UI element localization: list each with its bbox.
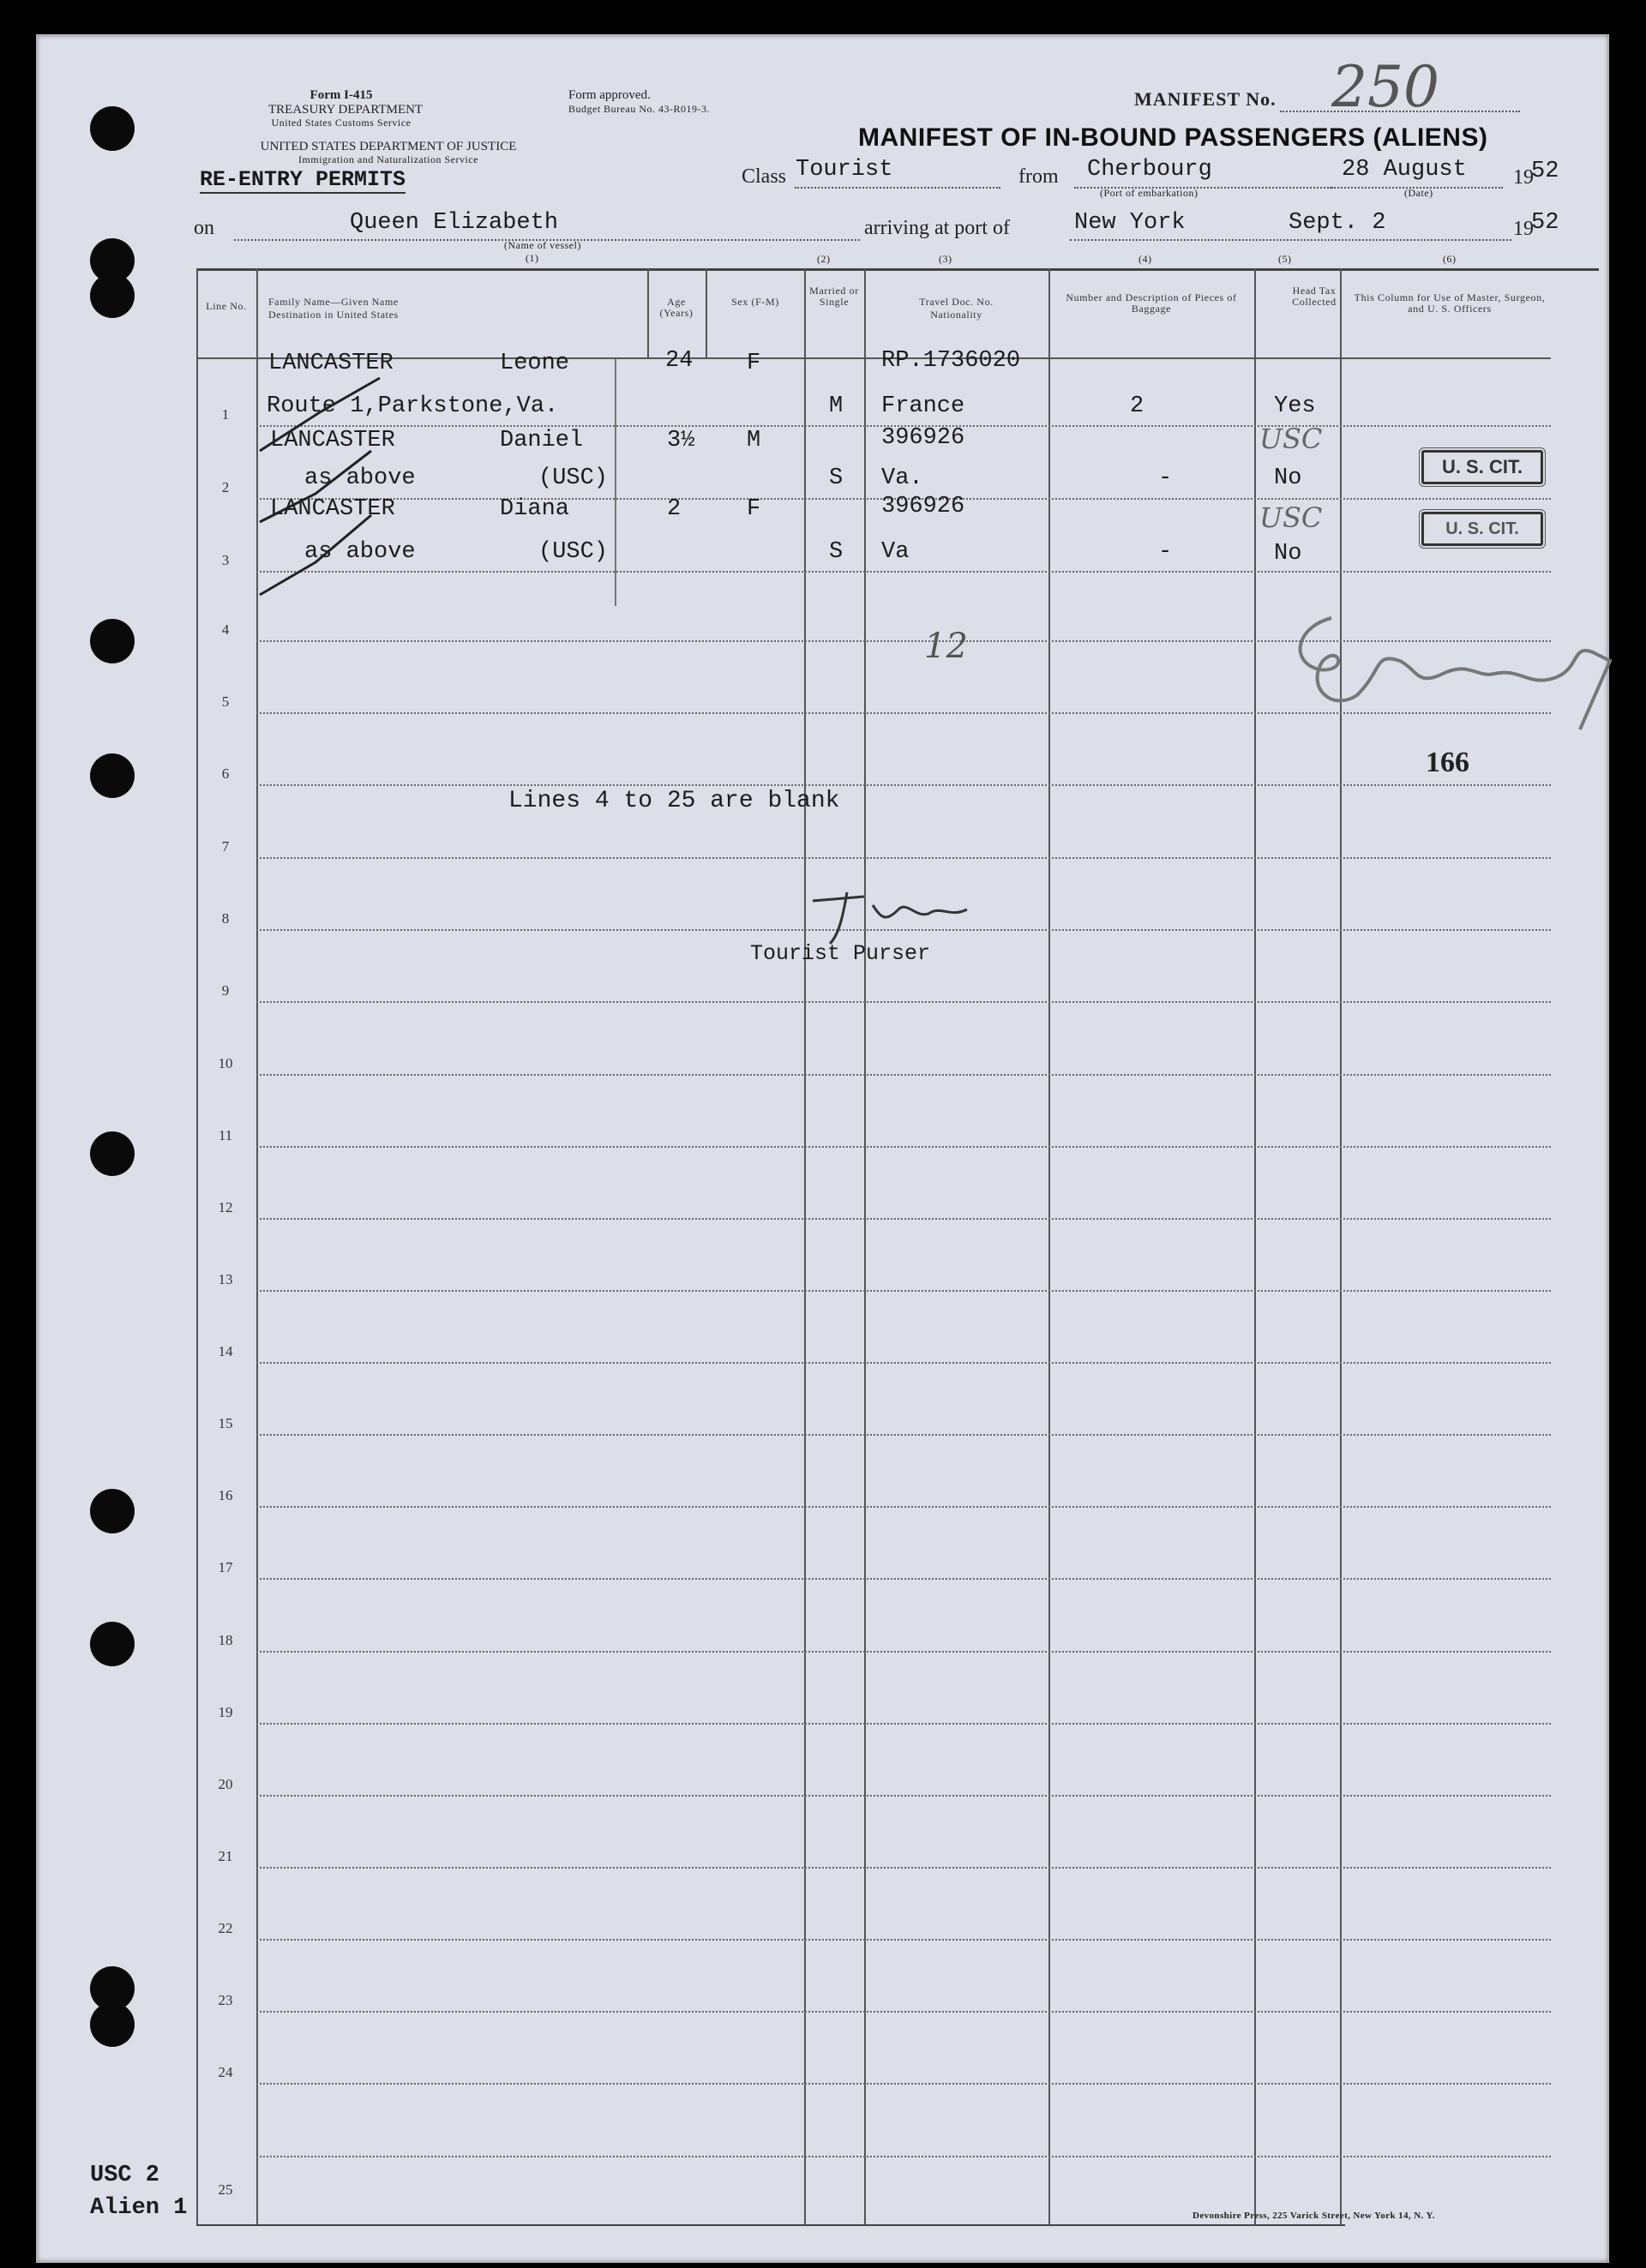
row-rule [256, 1867, 1551, 1869]
passenger-3-tax-note: USC [1259, 501, 1323, 534]
passenger-2-destination: as above [304, 465, 416, 491]
line-number: 15 [218, 1415, 233, 1431]
row-rule [256, 1795, 1551, 1797]
port-embark-caption: (Port of embarkation) [1100, 187, 1198, 199]
row-rule [256, 1723, 1551, 1725]
count-note: 12 [924, 627, 968, 666]
class-value: Tourist [796, 157, 893, 183]
arriving-label: arriving at port of [864, 217, 1010, 239]
row-rule [256, 1939, 1551, 1941]
binder-hole [90, 273, 135, 318]
table-top-rule [196, 268, 1599, 271]
passenger-3-nationality: Va [881, 539, 910, 565]
form-number: Form I-415 [309, 88, 373, 102]
col-divider [1048, 268, 1050, 2226]
passenger-3-baggage: - [1158, 539, 1173, 565]
year-prefix: 19 [1513, 166, 1534, 189]
col-divider [1254, 268, 1256, 2226]
line-number: 22 [218, 1920, 233, 1936]
col-divider [1340, 268, 1342, 2226]
printer-credit: Devonshire Press, 225 Varick Street, New York 14, N. Y. [1192, 2211, 1435, 2221]
line-number: 14 [218, 1343, 233, 1359]
passenger-1-given: Leone [500, 351, 570, 376]
check-mark-1 [260, 378, 380, 451]
col-header-family-name: Family Name—Given Name [268, 296, 399, 308]
binder-hole [90, 1622, 135, 1666]
header-bottom-rule [196, 357, 1551, 359]
passenger-2-married: S [829, 465, 844, 491]
passenger-1-baggage: 2 [1130, 393, 1144, 419]
arrival-date: Sept. 2 [1289, 210, 1386, 236]
col-divider [706, 268, 707, 357]
row-rule [256, 1290, 1551, 1292]
arrival-port: New York [1074, 210, 1186, 236]
line-number: 4 [221, 621, 230, 638]
passenger-3-sex: F [747, 496, 761, 522]
table-left-border [196, 268, 198, 2226]
line-number: 17 [218, 1559, 233, 1575]
passenger-3-doc: 396926 [881, 494, 965, 519]
on-label: on [194, 217, 214, 239]
binder-hole [90, 2002, 135, 2047]
col-header-line-no: Line No. [206, 300, 247, 312]
passenger-1-family: LANCASTER [268, 351, 393, 376]
line-number: 25 [218, 2181, 233, 2198]
date-value: 28 August [1342, 157, 1467, 183]
binder-hole [90, 1131, 135, 1176]
manifest-page [36, 34, 1609, 2263]
class-label: Class [742, 165, 787, 188]
row-rule [256, 1218, 1551, 1220]
line-number: 24 [218, 2064, 233, 2080]
passenger-1-sex: F [747, 351, 761, 376]
passenger-2-doc: 396926 [881, 425, 965, 451]
col-header-age: Age (Years) [659, 296, 694, 319]
row-rule [256, 2011, 1551, 2013]
line-number: 9 [221, 982, 230, 999]
manifest-no-label: MANIFEST No. [1134, 88, 1277, 110]
reentry-permits: RE-ENTRY PERMITS [200, 167, 406, 192]
line-number: 8 [221, 910, 230, 927]
budget-bureau: Budget Bureau No. 43-R019-3. [568, 103, 710, 115]
line-number: 23 [218, 1992, 233, 2008]
binder-hole [90, 1489, 135, 1533]
col-header-baggage: Number and Description of Pieces of Baggage [1066, 291, 1237, 315]
line-number: 21 [218, 1848, 233, 1864]
row-rule [256, 1434, 1551, 1436]
line-number: 20 [218, 1776, 233, 1792]
us-citizen-stamp: U. S. CIT. [1421, 450, 1543, 484]
passenger-3-given: Diana [500, 496, 570, 522]
ins-label: Immigration and Naturalization Service [298, 153, 478, 165]
vessel-value: Queen Elizabeth [350, 210, 559, 236]
customs-label: United States Customs Service [271, 117, 412, 129]
arrival-year: 52 [1531, 210, 1559, 236]
row-rule [256, 2083, 1551, 2085]
line-number: 16 [218, 1487, 233, 1503]
passenger-2-nationality: Va. [881, 465, 923, 491]
check-mark-2 [260, 451, 371, 522]
blank-lines-note: Lines 4 to 25 are blank [508, 788, 840, 814]
justice-label: UNITED STATES DEPARTMENT OF JUSTICE [260, 140, 517, 153]
row-rule [256, 1146, 1551, 1148]
passenger-1-married: M [829, 393, 844, 419]
row-rule [256, 1362, 1551, 1364]
col-header-officers: This Column for Use of Master, Surgeon, and U. S. Officers [1354, 291, 1546, 315]
row-rule [256, 857, 1551, 859]
col-num-6: (6) [1443, 253, 1457, 265]
col-header-nationality: Nationality [930, 309, 982, 321]
col-divider [864, 268, 866, 2226]
passenger-2-baggage: - [1158, 465, 1173, 491]
class-rule [795, 187, 1000, 189]
col-header-head-tax: Head Tax Collected [1292, 285, 1337, 308]
passenger-2-given: Daniel [500, 428, 584, 453]
table-bottom-rule [196, 2224, 1345, 2226]
check-marks [251, 361, 577, 618]
us-citizen-stamp: U. S. CIT. [1421, 512, 1543, 546]
row-rule [256, 1001, 1551, 1003]
col-divider-faint [615, 357, 616, 606]
line-number: 19 [218, 1704, 233, 1720]
passenger-1-head-tax: Yes [1274, 393, 1316, 419]
officer-signature [1271, 592, 1631, 738]
col-num-2: (2) [817, 253, 831, 265]
passenger-2-age: 3½ [667, 428, 695, 453]
line-number: 1 [221, 406, 230, 423]
col-num-4: (4) [1138, 253, 1152, 265]
year-value: 52 [1531, 159, 1559, 184]
passenger-2-usc: (USC) [538, 465, 609, 491]
passenger-1-nationality: France [881, 393, 965, 419]
manifest-number: 250 [1331, 54, 1439, 120]
purser-label: Tourist Purser [750, 941, 931, 966]
passenger-2-sex: M [747, 428, 761, 453]
passenger-3-married: S [829, 539, 844, 565]
passenger-3-family: LANCASTER [270, 496, 395, 522]
from-label: from [1018, 165, 1059, 188]
arrival-year-prefix: 19 [1513, 218, 1534, 240]
col-num-3: (3) [939, 253, 952, 265]
binder-hole [90, 106, 135, 151]
page-title: MANIFEST OF IN-BOUND PASSENGERS (ALIENS) [858, 123, 1488, 152]
line-number: 7 [221, 838, 230, 855]
line-number: 3 [221, 552, 230, 568]
col-header-married: Married or Single [809, 285, 859, 308]
col-num-5: (5) [1278, 253, 1292, 265]
row-rule [256, 2156, 1551, 2157]
line-number: 2 [221, 479, 230, 495]
row-rule [256, 1651, 1551, 1653]
row-rule [256, 1578, 1551, 1580]
col-divider [804, 268, 806, 2226]
passenger-2-tax-note: USC [1259, 423, 1323, 455]
line-number: 10 [218, 1055, 233, 1071]
binder-hole [90, 619, 135, 663]
col-header-destination: Destination in United States [268, 309, 399, 321]
vessel-caption: (Name of vessel) [504, 239, 581, 251]
passenger-3-age: 2 [667, 496, 682, 522]
line-number: 6 [221, 765, 230, 782]
passenger-1-doc: RP.1736020 [881, 348, 1021, 374]
passenger-3-destination: as above [304, 539, 416, 565]
passenger-2-head-tax: No [1274, 465, 1302, 491]
line-number: 13 [218, 1271, 233, 1287]
alien-count: Alien 1 [90, 2195, 188, 2221]
row-rule [256, 784, 1551, 786]
date-caption: (Date) [1404, 187, 1433, 199]
row-rule [256, 1506, 1551, 1508]
form-approved: Form approved. [568, 88, 651, 102]
check-mark-3 [260, 515, 371, 595]
row-rule [256, 1074, 1551, 1076]
passenger-3-usc: (USC) [538, 539, 609, 565]
line-number: 12 [218, 1199, 233, 1215]
treasury-label: TREASURY DEPARTMENT [268, 103, 424, 117]
page-count: 166 [1426, 747, 1469, 778]
passenger-3-head-tax: No [1274, 541, 1302, 567]
col-header-sex: Sex (F-M) [731, 296, 779, 308]
vessel-num: (1) [526, 252, 539, 264]
passenger-1-destination: Route 1,Parkstone,Va. [267, 393, 559, 419]
line-number: 5 [221, 693, 230, 710]
binder-hole [90, 753, 135, 798]
from-value: Cherbourg [1087, 157, 1212, 183]
col-header-travel-doc: Travel Doc. No. [919, 296, 994, 308]
passenger-2-family: LANCASTER [270, 428, 395, 453]
arrival-rule [1070, 239, 1511, 241]
usc-count: USC 2 [90, 2163, 160, 2188]
line-number: 11 [218, 1127, 233, 1143]
line-number: 18 [218, 1632, 233, 1648]
passenger-1-age: 24 [665, 348, 694, 374]
